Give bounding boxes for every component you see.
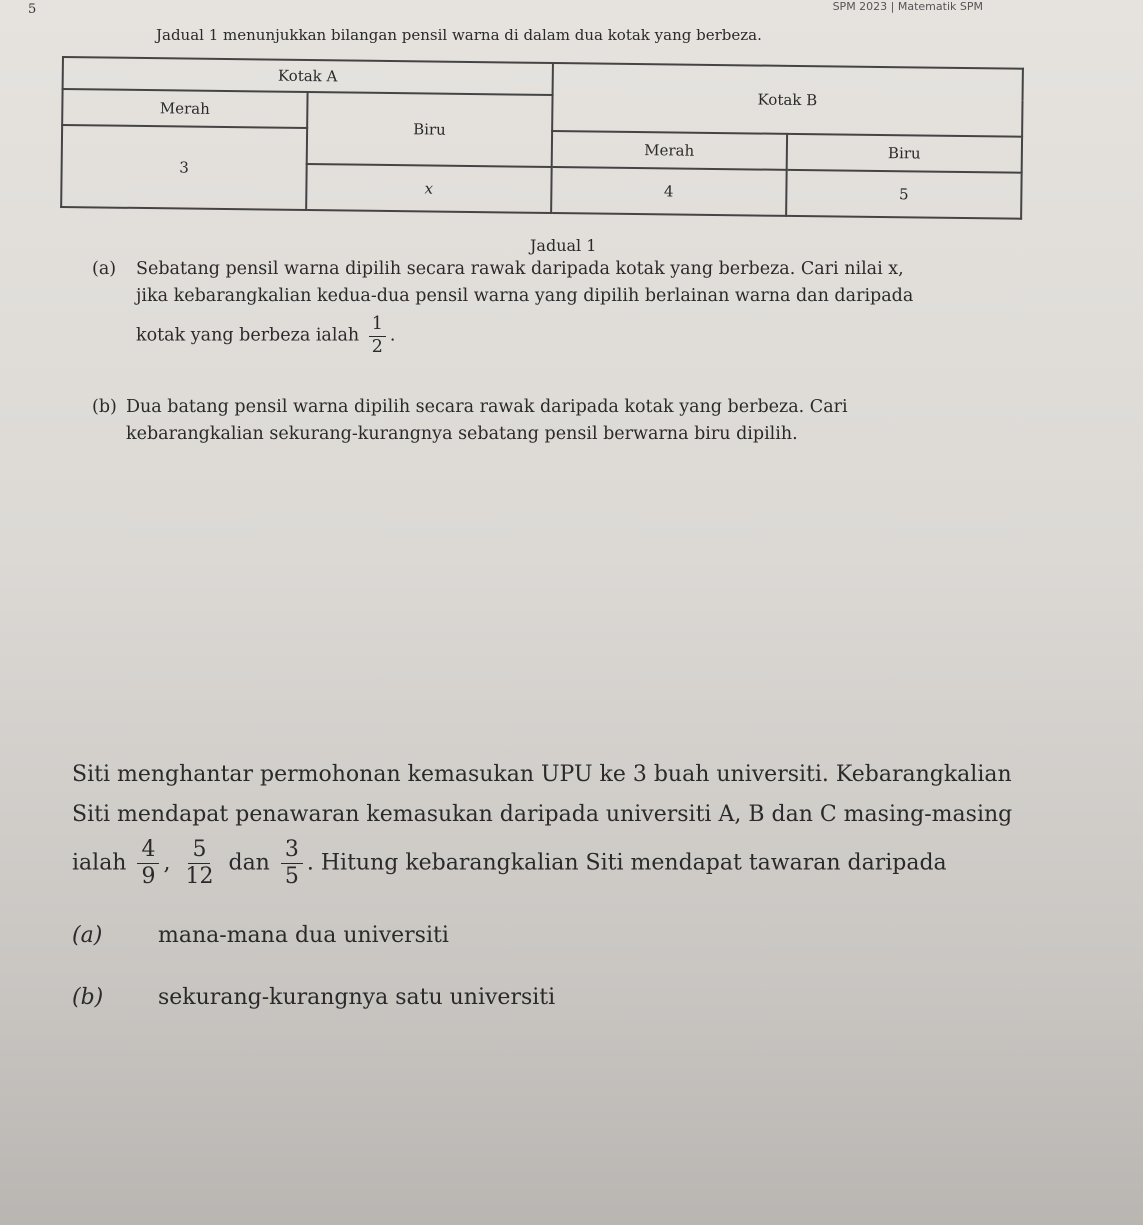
header-box-a: Kotak A — [63, 57, 553, 95]
q2-part-b-text: sekurang-kurangnya satu universiti — [158, 985, 556, 1010]
fraction-c-den: 5 — [284, 864, 299, 889]
header-box-b: Kotak B — [552, 63, 1023, 137]
part-b-line1: Dua batang pensil warna dipilih secara rawak daripada kotak yang berbeza. Cari — [126, 397, 848, 417]
part-a-line3: kotak yang berbeza ialah — [136, 325, 360, 346]
q2-line3-end: . Hitung kebarangkalian Siti mendapat tawaran daripada — [306, 850, 947, 876]
question-number: 5 — [28, 2, 37, 17]
question-part-a — [92, 256, 1062, 356]
q2-part-a-text: mana-mana dua universiti — [158, 923, 449, 948]
q2-line3-start: ialah — [72, 850, 127, 876]
pencil-table — [60, 56, 1024, 220]
fraction-b-den: 12 — [185, 864, 214, 889]
col-a-blue: Biru — [307, 92, 553, 167]
part-b-label: (b) — [92, 397, 117, 417]
table-caption: Jadual 1 — [530, 236, 597, 255]
col-b-blue: Biru — [787, 134, 1023, 173]
and-word: dan — [228, 850, 270, 876]
val-b-blue: 5 — [786, 170, 1022, 219]
separator: , — [163, 850, 171, 876]
fraction-b-num: 5 — [188, 839, 210, 864]
part-a-line2: jika kebarangkalian kedua-dua pensil warna yang dipilih berlainan warna dan daripada — [136, 286, 914, 306]
q2-part-b-label: (b) — [72, 985, 104, 1010]
q2-part-b — [72, 978, 1142, 1018]
val-a-red: 3 — [61, 125, 307, 210]
part-a-line1: Sebatang pensil warna dipilih secara rawak daripada kotak yang berbeza. Cari nilai x, — [136, 259, 904, 279]
q2-part-a-label: (a) — [72, 923, 103, 948]
part-b-line2: kebarangkalian sekurang-kurangnya sebatang pensil berwarna biru dipilih. — [126, 424, 798, 444]
fraction-a-num: 4 — [137, 839, 159, 864]
fraction-numerator: 1 — [369, 316, 386, 337]
fraction-one-half — [369, 316, 386, 356]
question-intro: Jadual 1 menunjukkan bilangan pensil warna di dalam dua kotak yang berbeza. — [156, 26, 762, 44]
col-b-red: Merah — [551, 131, 787, 170]
part-a-end: . — [389, 325, 396, 346]
col-a-red: Merah — [62, 89, 307, 128]
question-2 — [72, 755, 1142, 1018]
fraction-denominator: 2 — [371, 336, 383, 357]
fraction-a-den: 9 — [141, 864, 156, 889]
q2-line1: Siti menghantar permohonan kemasukan UPU ke 3 buah universiti. Kebarangkalian — [72, 762, 1012, 787]
q2-line2: Siti mendapat penawaran kemasukan daripada universiti A, B dan C masing-masing — [72, 802, 1013, 827]
question-part-b — [92, 394, 1072, 448]
fraction-c-num: 3 — [281, 839, 303, 864]
q2-part-a — [72, 916, 1142, 956]
val-b-red: 4 — [551, 167, 787, 216]
val-a-blue: x — [306, 164, 551, 213]
part-a-label: (a) — [92, 259, 117, 279]
fraction-c — [281, 839, 303, 888]
header-subject: SPM 2023 | Matematik SPM — [832, 0, 983, 13]
fraction-a — [137, 839, 159, 888]
fraction-b — [181, 839, 217, 888]
